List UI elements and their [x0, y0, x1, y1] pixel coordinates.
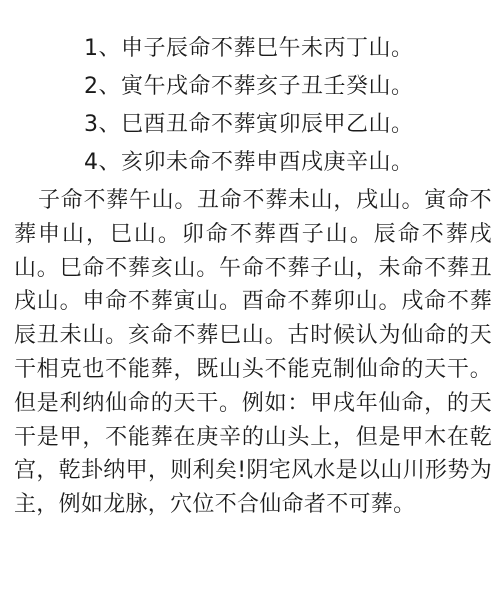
rule-item-1: [84, 30, 414, 68]
rule-item-3: [84, 106, 414, 144]
rule-text: 寅午戌命不葬亥子丑壬癸山。: [121, 74, 414, 99]
rule-number: 1、: [84, 36, 121, 61]
rule-item-2: [84, 68, 414, 106]
burial-rules-list: [84, 30, 414, 182]
rule-text: 亥卯未命不葬申酉戌庚辛山。: [121, 150, 414, 175]
body-paragraph: 子命不葬午山。丑命不葬未山，戌山。寅命不葬申山，巳山。卯命不葬酉子山。辰命不葬戌山。巳命不葬亥山。午命不葬子山，未命不葬丑戌山。申命不葬寅山。酉命不葬卯山。戌命不葬辰丑未山。亥命不葬巳山。古时候认为仙命的天干相克也不能葬，既山头不能克制仙命的天干。但是利纳仙命的天干。例如：甲戌年仙命，的天干是甲，不能葬在庚辛的山头上，但是甲木在乾宫，乾卦纳甲，则利矣!阴宅风水是以山川形势为主，例如龙脉，穴位不合仙命者不可葬。: [14, 188, 492, 518]
rule-item-4: [84, 144, 414, 182]
rule-number: 4、: [84, 150, 121, 175]
rule-text: 巳酉丑命不葬寅卯辰甲乙山。: [121, 112, 414, 137]
rule-number: 3、: [84, 112, 121, 137]
rule-text: 申子辰命不葬巳午未丙丁山。: [121, 36, 414, 61]
rule-number: 2、: [84, 74, 121, 99]
